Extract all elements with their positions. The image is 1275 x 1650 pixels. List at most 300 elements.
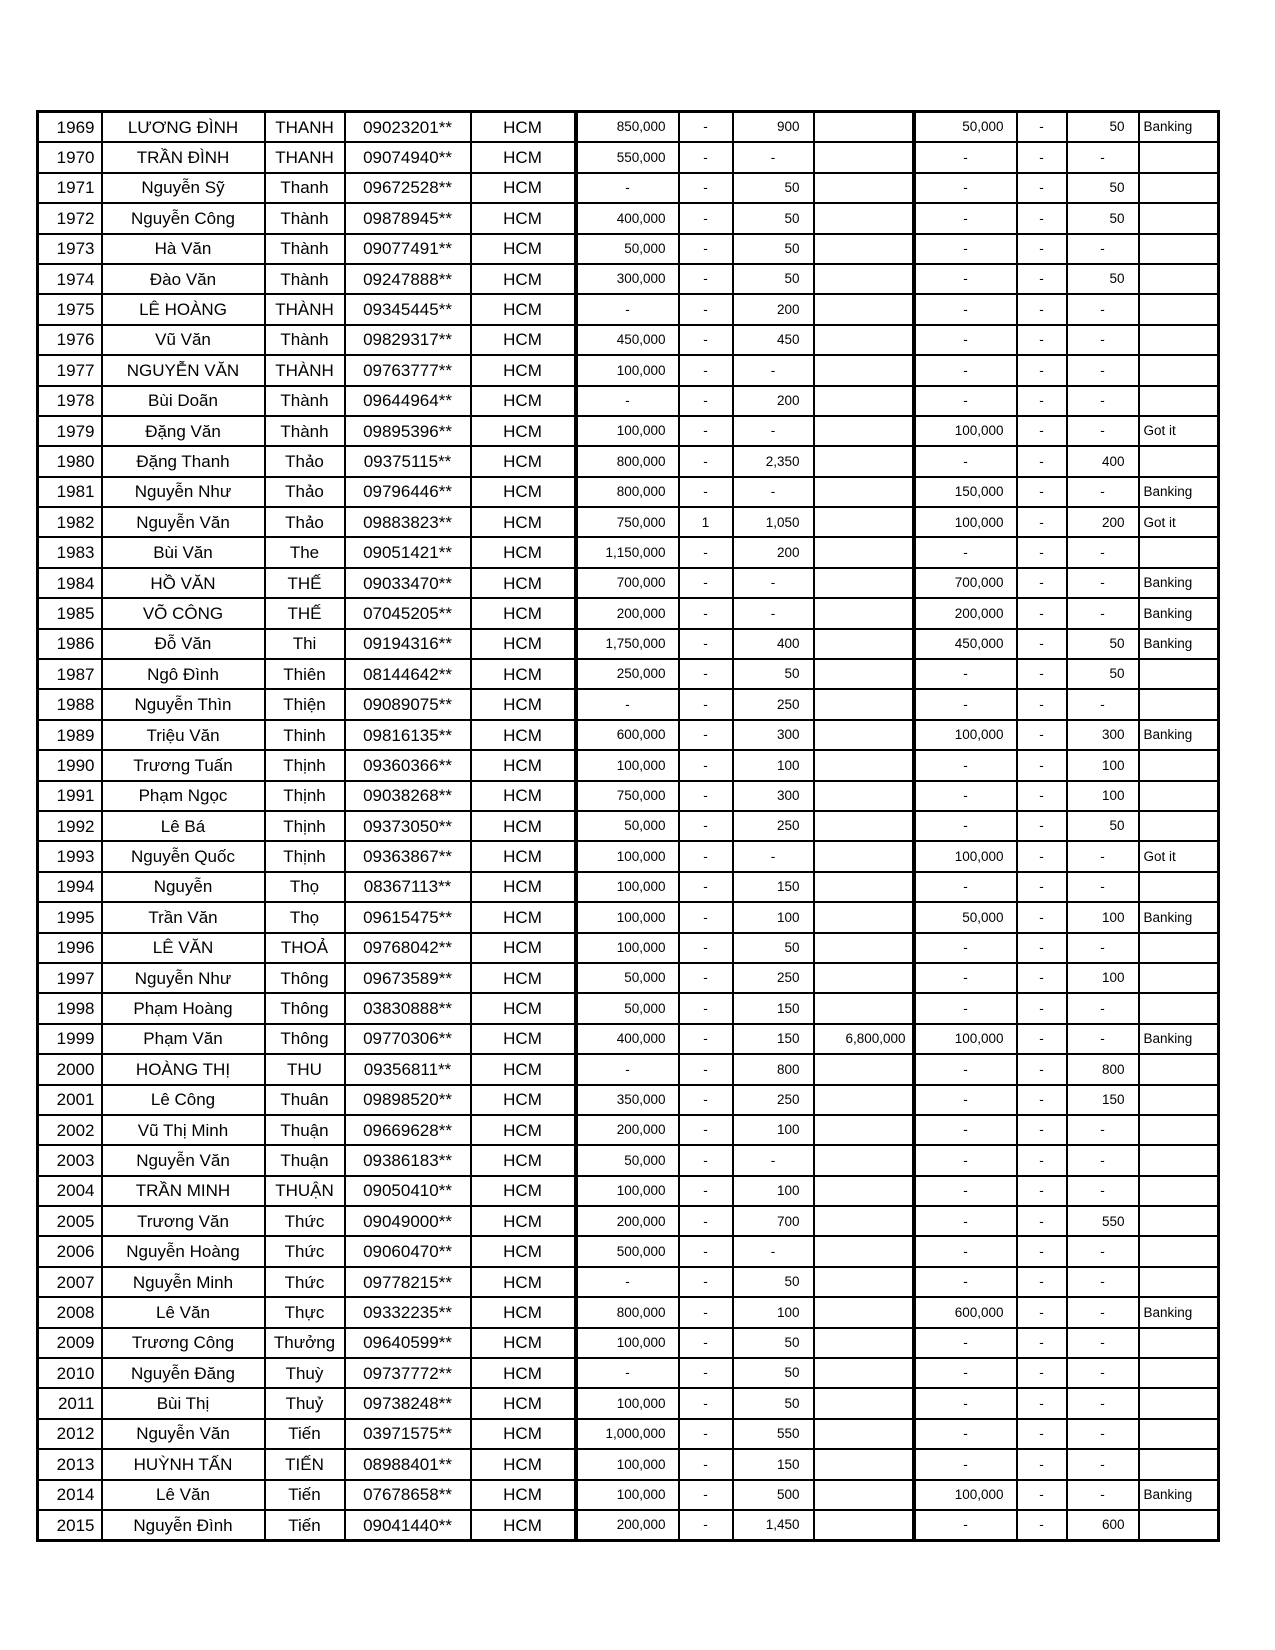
cell-paid-flag: - [1017, 1297, 1067, 1327]
cell-flag: - [679, 112, 733, 143]
cell-row-number: 2000 [38, 1054, 102, 1084]
cell-amount: 100,000 [576, 872, 679, 902]
cell-extra-amount [814, 507, 914, 537]
cell-points: 900 [733, 112, 814, 143]
cell-paid-points: - [1067, 1328, 1139, 1358]
cell-given-name: Nguyễn Thìn [102, 689, 265, 719]
cell-row-number: 1994 [38, 872, 102, 902]
cell-paid-points: - [1067, 355, 1139, 385]
cell-flag: - [679, 963, 733, 993]
cell-phone-masked: 09023201** [345, 112, 471, 143]
cell-phone-masked: 09829317** [345, 325, 471, 355]
cell-extra-amount [814, 446, 914, 476]
cell-phone-masked: 09033470** [345, 568, 471, 598]
cell-city: HCM [471, 902, 576, 932]
cell-status [1139, 1388, 1219, 1418]
cell-paid-flag: - [1017, 1358, 1067, 1388]
cell-paid-points: 50 [1067, 811, 1139, 841]
cell-row-number: 1979 [38, 416, 102, 446]
cell-row-number: 1989 [38, 720, 102, 750]
cell-points: 1,050 [733, 507, 814, 537]
cell-extra-amount [814, 1510, 914, 1541]
cell-amount: 800,000 [576, 477, 679, 507]
cell-city: HCM [471, 1176, 576, 1206]
table-row [38, 507, 1219, 537]
cell-amount: 700,000 [576, 568, 679, 598]
cell-paid-amount: 150,000 [914, 477, 1017, 507]
cell-row-number: 2010 [38, 1358, 102, 1388]
cell-status: Got it [1139, 507, 1219, 537]
cell-paid-amount: - [914, 689, 1017, 719]
cell-flag: - [679, 386, 733, 416]
cell-flag: - [679, 446, 733, 476]
cell-row-number: 1972 [38, 203, 102, 233]
cell-flag: - [679, 1115, 733, 1145]
cell-status [1139, 537, 1219, 567]
cell-phone-masked: 08988401** [345, 1449, 471, 1479]
cell-paid-flag: - [1017, 142, 1067, 172]
cell-row-number: 1977 [38, 355, 102, 385]
cell-row-number: 2013 [38, 1449, 102, 1479]
cell-amount: 250,000 [576, 659, 679, 689]
cell-status [1139, 1328, 1219, 1358]
cell-amount: - [576, 173, 679, 203]
cell-surname: Thịnh [265, 811, 345, 841]
cell-phone-masked: 08144642** [345, 659, 471, 689]
cell-paid-flag: - [1017, 446, 1067, 476]
cell-phone-masked: 09077491** [345, 234, 471, 264]
cell-surname: Thinh [265, 720, 345, 750]
cell-points: - [733, 598, 814, 628]
cell-points: 150 [733, 872, 814, 902]
cell-phone-masked: 09770306** [345, 1024, 471, 1054]
cell-city: HCM [471, 112, 576, 143]
cell-paid-flag: - [1017, 750, 1067, 780]
cell-extra-amount [814, 234, 914, 264]
table-row [38, 1206, 1219, 1236]
cell-status [1139, 1145, 1219, 1175]
cell-points: 1,450 [733, 1510, 814, 1541]
cell-given-name: NGUYỄN VĂN [102, 355, 265, 385]
cell-surname: Thiên [265, 659, 345, 689]
cell-city: HCM [471, 720, 576, 750]
cell-paid-flag: - [1017, 811, 1067, 841]
cell-flag: - [679, 598, 733, 628]
cell-points: 50 [733, 173, 814, 203]
cell-paid-points: - [1067, 1145, 1139, 1175]
cell-paid-flag: - [1017, 264, 1067, 294]
cell-paid-points: - [1067, 1480, 1139, 1510]
cell-phone-masked: 09640599** [345, 1328, 471, 1358]
cell-extra-amount [814, 841, 914, 871]
cell-status [1139, 203, 1219, 233]
cell-row-number: 2011 [38, 1388, 102, 1418]
cell-row-number: 1995 [38, 902, 102, 932]
cell-paid-points: 400 [1067, 446, 1139, 476]
cell-phone-masked: 09763777** [345, 355, 471, 385]
table-row [38, 933, 1219, 963]
cell-given-name: Lê Công [102, 1085, 265, 1115]
cell-paid-amount: - [914, 993, 1017, 1023]
cell-surname: The [265, 537, 345, 567]
cell-extra-amount [814, 781, 914, 811]
cell-given-name: Trần Văn [102, 902, 265, 932]
cell-row-number: 1980 [38, 446, 102, 476]
cell-paid-flag: - [1017, 1085, 1067, 1115]
cell-points: 50 [733, 234, 814, 264]
table-row [38, 1388, 1219, 1418]
cell-city: HCM [471, 234, 576, 264]
cell-row-number: 2003 [38, 1145, 102, 1175]
cell-surname: THẾ [265, 568, 345, 598]
cell-paid-points: 600 [1067, 1510, 1139, 1541]
cell-paid-points: - [1067, 325, 1139, 355]
cell-paid-amount: 700,000 [914, 568, 1017, 598]
cell-given-name: Nguyễn [102, 872, 265, 902]
cell-points: 150 [733, 1024, 814, 1054]
cell-flag: - [679, 1054, 733, 1084]
cell-amount: 100,000 [576, 750, 679, 780]
cell-extra-amount [814, 993, 914, 1023]
cell-status [1139, 1115, 1219, 1145]
cell-status [1139, 963, 1219, 993]
cell-given-name: Đào Văn [102, 264, 265, 294]
cell-paid-amount: - [914, 1176, 1017, 1206]
cell-amount: - [576, 386, 679, 416]
cell-city: HCM [471, 142, 576, 172]
cell-extra-amount [814, 1085, 914, 1115]
cell-paid-amount: - [914, 355, 1017, 385]
cell-phone-masked: 07045205** [345, 598, 471, 628]
cell-given-name: Hà Văn [102, 234, 265, 264]
table-row [38, 1054, 1219, 1084]
cell-extra-amount [814, 294, 914, 324]
table-row [38, 993, 1219, 1023]
cell-paid-amount: - [914, 1419, 1017, 1449]
cell-extra-amount [814, 1145, 914, 1175]
cell-paid-flag: - [1017, 689, 1067, 719]
table-row [38, 841, 1219, 871]
cell-paid-flag: - [1017, 720, 1067, 750]
cell-given-name: Phạm Hoàng [102, 993, 265, 1023]
cell-points: 100 [733, 1176, 814, 1206]
cell-paid-flag: - [1017, 1449, 1067, 1479]
cell-points: 50 [733, 933, 814, 963]
cell-paid-flag: - [1017, 872, 1067, 902]
cell-amount: 100,000 [576, 416, 679, 446]
table-row [38, 750, 1219, 780]
table-row [38, 234, 1219, 264]
cell-points: - [733, 416, 814, 446]
table-row [38, 294, 1219, 324]
cell-row-number: 1970 [38, 142, 102, 172]
cell-amount: 50,000 [576, 1145, 679, 1175]
cell-paid-points: - [1067, 1236, 1139, 1266]
cell-extra-amount [814, 1176, 914, 1206]
cell-paid-amount: - [914, 1388, 1017, 1418]
cell-surname: THUẬN [265, 1176, 345, 1206]
cell-paid-flag: - [1017, 1145, 1067, 1175]
table-row [38, 203, 1219, 233]
cell-city: HCM [471, 629, 576, 659]
cell-surname: Thành [265, 386, 345, 416]
cell-surname: THANH [265, 142, 345, 172]
cell-amount: 1,000,000 [576, 1419, 679, 1449]
cell-city: HCM [471, 750, 576, 780]
cell-amount: 600,000 [576, 720, 679, 750]
cell-phone-masked: 09673589** [345, 963, 471, 993]
cell-phone-masked: 09778215** [345, 1267, 471, 1297]
cell-given-name: Nguyễn Hoàng [102, 1236, 265, 1266]
cell-extra-amount [814, 325, 914, 355]
table-row [38, 1449, 1219, 1479]
cell-city: HCM [471, 1297, 576, 1327]
cell-paid-amount: - [914, 1145, 1017, 1175]
cell-paid-flag: - [1017, 568, 1067, 598]
cell-given-name: Nguyễn Đình [102, 1510, 265, 1541]
cell-city: HCM [471, 1510, 576, 1541]
cell-flag: - [679, 781, 733, 811]
cell-extra-amount [814, 1115, 914, 1145]
cell-flag: - [679, 173, 733, 203]
cell-points: 400 [733, 629, 814, 659]
cell-given-name: Bùi Thị [102, 1388, 265, 1418]
cell-phone-masked: 09737772** [345, 1358, 471, 1388]
cell-given-name: Đỗ Văn [102, 629, 265, 659]
cell-city: HCM [471, 1419, 576, 1449]
cell-paid-amount: 50,000 [914, 112, 1017, 143]
cell-amount: 500,000 [576, 1236, 679, 1266]
cell-status: Got it [1139, 841, 1219, 871]
table-row [38, 811, 1219, 841]
cell-flag: - [679, 933, 733, 963]
cell-paid-amount: - [914, 811, 1017, 841]
cell-amount: 200,000 [576, 598, 679, 628]
cell-status [1139, 386, 1219, 416]
cell-flag: - [679, 1024, 733, 1054]
cell-paid-flag: - [1017, 1054, 1067, 1084]
cell-amount: 750,000 [576, 781, 679, 811]
cell-city: HCM [471, 264, 576, 294]
cell-phone-masked: 09669628** [345, 1115, 471, 1145]
cell-paid-flag: - [1017, 629, 1067, 659]
cell-points: 200 [733, 537, 814, 567]
cell-status [1139, 1358, 1219, 1388]
cell-row-number: 1986 [38, 629, 102, 659]
cell-flag: - [679, 1297, 733, 1327]
cell-paid-flag: - [1017, 993, 1067, 1023]
cell-paid-amount: - [914, 325, 1017, 355]
cell-points: - [733, 477, 814, 507]
cell-flag: - [679, 1449, 733, 1479]
cell-status: Banking [1139, 902, 1219, 932]
cell-flag: - [679, 720, 733, 750]
cell-flag: - [679, 1358, 733, 1388]
cell-row-number: 1981 [38, 477, 102, 507]
cell-city: HCM [471, 416, 576, 446]
cell-flag: - [679, 811, 733, 841]
cell-given-name: Nguyễn Như [102, 477, 265, 507]
cell-amount: 450,000 [576, 325, 679, 355]
cell-surname: Thức [265, 1206, 345, 1236]
cell-paid-flag: - [1017, 933, 1067, 963]
cell-surname: TIẾN [265, 1449, 345, 1479]
cell-amount: 100,000 [576, 1328, 679, 1358]
data-table [36, 110, 1220, 1542]
table-row [38, 325, 1219, 355]
cell-surname: Tiến [265, 1419, 345, 1449]
cell-paid-points: - [1067, 841, 1139, 871]
cell-paid-points: 50 [1067, 264, 1139, 294]
cell-row-number: 2001 [38, 1085, 102, 1115]
cell-row-number: 1971 [38, 173, 102, 203]
cell-surname: Thảo [265, 507, 345, 537]
cell-paid-amount: - [914, 933, 1017, 963]
cell-amount: 100,000 [576, 933, 679, 963]
cell-paid-points: - [1067, 1115, 1139, 1145]
cell-amount: - [576, 1358, 679, 1388]
cell-phone-masked: 03971575** [345, 1419, 471, 1449]
cell-surname: Thức [265, 1267, 345, 1297]
table-row [38, 264, 1219, 294]
cell-surname: Thực [265, 1297, 345, 1327]
cell-surname: Thông [265, 963, 345, 993]
cell-surname: THU [265, 1054, 345, 1084]
cell-paid-flag: - [1017, 416, 1067, 446]
cell-row-number: 1988 [38, 689, 102, 719]
cell-given-name: Vũ Thị Minh [102, 1115, 265, 1145]
cell-paid-points: - [1067, 537, 1139, 567]
cell-surname: Thức [265, 1236, 345, 1266]
table-row [38, 1145, 1219, 1175]
cell-surname: Thảo [265, 446, 345, 476]
cell-surname: Thịnh [265, 781, 345, 811]
cell-city: HCM [471, 1054, 576, 1084]
cell-points: 100 [733, 750, 814, 780]
cell-extra-amount [814, 902, 914, 932]
cell-paid-flag: - [1017, 1206, 1067, 1236]
cell-paid-points: - [1067, 568, 1139, 598]
cell-paid-flag: - [1017, 355, 1067, 385]
cell-given-name: TRẦN MINH [102, 1176, 265, 1206]
cell-city: HCM [471, 1085, 576, 1115]
cell-city: HCM [471, 1206, 576, 1236]
cell-row-number: 2005 [38, 1206, 102, 1236]
cell-points: 250 [733, 963, 814, 993]
cell-paid-points: 100 [1067, 902, 1139, 932]
cell-flag: - [679, 568, 733, 598]
cell-given-name: Nguyễn Văn [102, 507, 265, 537]
cell-amount: 100,000 [576, 902, 679, 932]
cell-points: 50 [733, 1358, 814, 1388]
cell-points: 250 [733, 689, 814, 719]
cell-phone-masked: 09796446** [345, 477, 471, 507]
cell-paid-amount: - [914, 1510, 1017, 1541]
cell-paid-amount: - [914, 781, 1017, 811]
cell-surname: Thịnh [265, 750, 345, 780]
cell-paid-amount: - [914, 1328, 1017, 1358]
cell-paid-amount: - [914, 659, 1017, 689]
cell-flag: - [679, 1480, 733, 1510]
cell-row-number: 1978 [38, 386, 102, 416]
cell-amount: - [576, 294, 679, 324]
table-row [38, 1115, 1219, 1145]
cell-paid-flag: - [1017, 659, 1067, 689]
cell-status [1139, 689, 1219, 719]
cell-points: 250 [733, 811, 814, 841]
cell-paid-points: - [1067, 416, 1139, 446]
cell-extra-amount [814, 1236, 914, 1266]
cell-paid-points: 50 [1067, 629, 1139, 659]
cell-paid-points: - [1067, 234, 1139, 264]
cell-paid-amount: - [914, 537, 1017, 567]
cell-given-name: LƯƠNG ĐÌNH [102, 112, 265, 143]
cell-city: HCM [471, 1115, 576, 1145]
cell-row-number: 1969 [38, 112, 102, 143]
cell-paid-amount: - [914, 446, 1017, 476]
table-row [38, 446, 1219, 476]
cell-points: - [733, 841, 814, 871]
cell-surname: Thảo [265, 477, 345, 507]
cell-row-number: 1990 [38, 750, 102, 780]
table-row [38, 659, 1219, 689]
cell-paid-points: - [1067, 386, 1139, 416]
cell-status [1139, 1236, 1219, 1266]
cell-phone-masked: 09345445** [345, 294, 471, 324]
cell-phone-masked: 09768042** [345, 933, 471, 963]
cell-status [1139, 1176, 1219, 1206]
cell-status [1139, 659, 1219, 689]
cell-extra-amount [814, 872, 914, 902]
cell-status: Banking [1139, 112, 1219, 143]
cell-city: HCM [471, 507, 576, 537]
cell-given-name: LÊ VĂN [102, 933, 265, 963]
cell-city: HCM [471, 446, 576, 476]
cell-city: HCM [471, 1358, 576, 1388]
cell-phone-masked: 09050410** [345, 1176, 471, 1206]
cell-given-name: Nguyễn Sỹ [102, 173, 265, 203]
cell-city: HCM [471, 689, 576, 719]
cell-paid-flag: - [1017, 902, 1067, 932]
table-row [38, 1480, 1219, 1510]
cell-row-number: 1974 [38, 264, 102, 294]
cell-row-number: 2008 [38, 1297, 102, 1327]
cell-surname: THANH [265, 112, 345, 143]
cell-amount: 200,000 [576, 1206, 679, 1236]
cell-city: HCM [471, 963, 576, 993]
cell-paid-amount: - [914, 1085, 1017, 1115]
cell-paid-amount: - [914, 142, 1017, 172]
table-row [38, 1328, 1219, 1358]
cell-paid-points: 50 [1067, 173, 1139, 203]
cell-row-number: 1999 [38, 1024, 102, 1054]
cell-paid-amount: - [914, 963, 1017, 993]
cell-phone-masked: 09878945** [345, 203, 471, 233]
cell-paid-flag: - [1017, 112, 1067, 143]
cell-given-name: Nguyễn Đăng [102, 1358, 265, 1388]
cell-phone-masked: 09386183** [345, 1145, 471, 1175]
cell-paid-points: 200 [1067, 507, 1139, 537]
cell-amount: 50,000 [576, 993, 679, 1023]
cell-amount: 50,000 [576, 234, 679, 264]
cell-points: 2,350 [733, 446, 814, 476]
cell-amount: 400,000 [576, 1024, 679, 1054]
cell-phone-masked: 09615475** [345, 902, 471, 932]
cell-points: 700 [733, 1206, 814, 1236]
cell-status: Banking [1139, 1480, 1219, 1510]
cell-extra-amount [814, 568, 914, 598]
cell-status [1139, 1419, 1219, 1449]
